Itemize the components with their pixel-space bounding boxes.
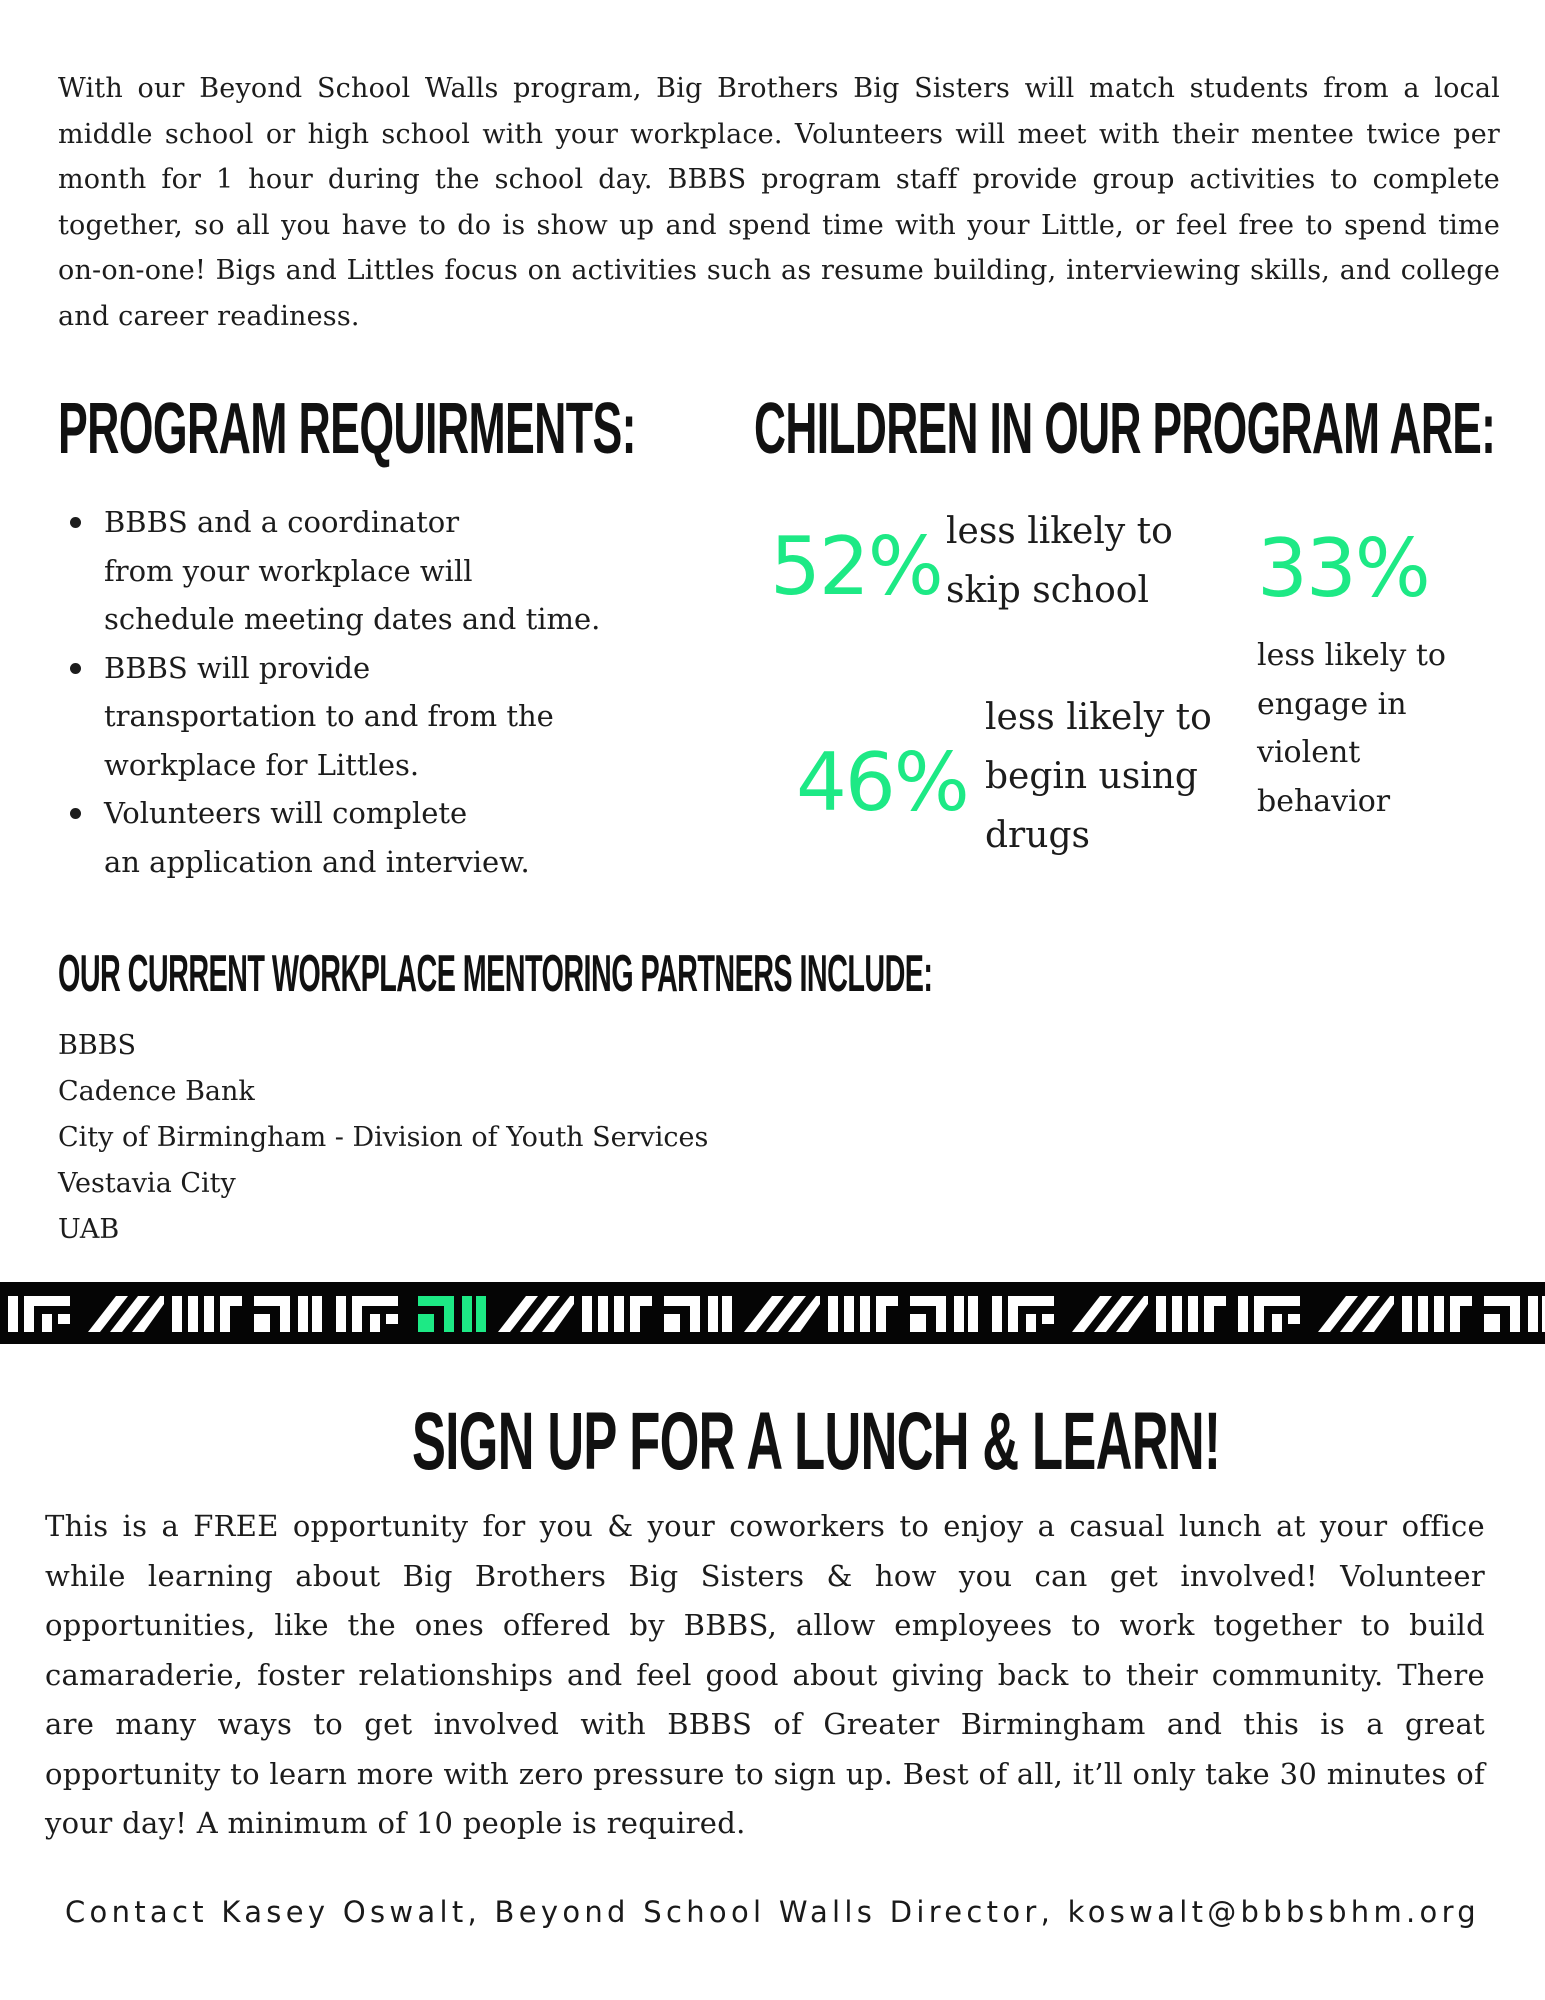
requirement-line: an application and interview. bbox=[104, 844, 530, 879]
partners-heading: OUR CURRENT WORKPLACE MENTORING PARTNERS INCLUDE: bbox=[58, 945, 933, 1003]
pattern-shape bbox=[1288, 1314, 1300, 1324]
stat-line: begin using bbox=[985, 756, 1198, 797]
partner-item: Cadence Bank bbox=[58, 1076, 255, 1107]
pattern-shape bbox=[42, 1314, 52, 1332]
requirement-item bbox=[62, 789, 662, 886]
pattern-shape bbox=[1528, 1296, 1538, 1332]
partner-item: City of Birmingham - Division of Youth Services bbox=[58, 1122, 709, 1153]
pattern-shape bbox=[1042, 1314, 1054, 1324]
pattern-shape bbox=[172, 1296, 182, 1332]
requirement-line: BBBS and a coordinator bbox=[104, 505, 460, 539]
pattern-motif bbox=[828, 1296, 898, 1332]
pattern-shape bbox=[476, 1296, 486, 1332]
requirement-item bbox=[62, 498, 662, 644]
pattern-shape bbox=[1402, 1296, 1412, 1332]
pattern-motif bbox=[992, 1296, 1054, 1332]
requirements-heading: PROGRAM REQUIRMENTS: bbox=[58, 389, 636, 469]
stat-skip-label bbox=[946, 502, 1173, 620]
contact-line: Contact Kasey Oswalt, Beyond School Walls Director, koswalt@bbbsbhm.org bbox=[64, 1895, 1481, 1929]
stat-line: drugs bbox=[985, 815, 1090, 856]
pattern-motif bbox=[1238, 1296, 1300, 1332]
pattern-motif bbox=[582, 1296, 652, 1332]
pattern-motif bbox=[744, 1296, 820, 1332]
pattern-icon bbox=[0, 1282, 1545, 1344]
lunch-heading: SIGN UP FOR A LUNCH & LEARN! bbox=[412, 1396, 1221, 1487]
pattern-shape bbox=[254, 1314, 270, 1332]
pattern-shape bbox=[582, 1296, 592, 1332]
stat-line: less likely to bbox=[1257, 638, 1446, 673]
pattern-shape bbox=[312, 1296, 322, 1332]
stat-line: engage in bbox=[1257, 686, 1407, 722]
stat-line: behavior bbox=[1257, 783, 1391, 819]
pattern-shape bbox=[664, 1314, 680, 1332]
pattern-shape bbox=[722, 1296, 732, 1332]
pattern-shape bbox=[1204, 1296, 1226, 1332]
pattern-shape bbox=[1272, 1314, 1282, 1332]
stat-drugs-label bbox=[985, 688, 1212, 865]
lunch-paragraph: This is a FREE opportunity for you & your coworkers to enjoy a casual lunch at your office while learning about Big Brothers Big Sisters & how you can get involved! Volunteer opportunities, like the ones offered by BBBS, allow employees to work together to build camaraderie, foster relationships and feel good about giving back to their community. There are many ways to get involved with BBBS of Greater Birmingham and this is a great opportunity to learn more with zero pressure to sign up. Best of all, it’ll only take 30 minutes of your day! A minimum of 10 people is required. bbox=[45, 1509, 1485, 1840]
bullet-icon bbox=[70, 517, 81, 528]
stat-line: violent bbox=[1257, 735, 1361, 770]
pattern-shape bbox=[1156, 1296, 1166, 1332]
pattern-motif bbox=[1156, 1296, 1226, 1332]
decorative-pattern-banner bbox=[0, 1282, 1545, 1344]
pattern-shape bbox=[8, 1296, 18, 1332]
stats-heading: CHILDREN IN OUR PROGRAM ARE: bbox=[754, 389, 1496, 469]
pattern-shape bbox=[1172, 1296, 1182, 1332]
pattern-shape bbox=[1418, 1296, 1428, 1332]
pattern-shape bbox=[828, 1296, 838, 1332]
requirements-list bbox=[62, 498, 662, 886]
pattern-shape bbox=[370, 1314, 380, 1332]
requirement-line: transportation to and from the bbox=[104, 699, 554, 733]
pattern-motif bbox=[336, 1296, 398, 1332]
pattern-shape bbox=[462, 1296, 472, 1332]
pattern-shape bbox=[598, 1296, 608, 1332]
bullet-icon bbox=[70, 663, 81, 674]
pattern-shape bbox=[630, 1296, 652, 1332]
pattern-shape bbox=[844, 1296, 854, 1332]
stat-violence-value: 33% bbox=[1257, 522, 1429, 615]
bullet-icon bbox=[70, 808, 81, 819]
pattern-motif bbox=[418, 1296, 486, 1332]
pattern-shape bbox=[1026, 1314, 1036, 1332]
stat-line: less likely to bbox=[946, 511, 1173, 552]
pattern-motif bbox=[88, 1296, 164, 1332]
pattern-shape bbox=[386, 1314, 398, 1324]
partners-list bbox=[58, 1023, 708, 1253]
pattern-motif bbox=[664, 1296, 732, 1332]
pattern-shape bbox=[188, 1296, 198, 1332]
pattern-shape bbox=[418, 1314, 434, 1332]
stat-violence-label bbox=[1257, 632, 1446, 826]
pattern-motif bbox=[1072, 1296, 1148, 1332]
pattern-motif bbox=[1318, 1296, 1394, 1332]
requirement-line: Volunteers will complete bbox=[104, 796, 468, 830]
pattern-shape bbox=[614, 1296, 624, 1332]
stat-line: skip school bbox=[946, 570, 1149, 611]
requirement-line: schedule meeting dates and time. bbox=[104, 602, 601, 636]
pattern-shape bbox=[1238, 1296, 1248, 1332]
stat-drugs-value: 46% bbox=[796, 736, 968, 829]
requirement-line: workplace for Littles. bbox=[104, 747, 420, 782]
stat-skip-value: 52% bbox=[770, 520, 942, 613]
pattern-shape bbox=[1434, 1296, 1444, 1332]
intro-paragraph: With our Beyond School Walls program, Big Brothers Big Sisters will match students from a local middle school or high school with your workplace. Volunteers will meet with their mentee twice per month for 1 hour during the school day. BBBS program staff provide group activities to complete together, so all you have to do is show up and spend time with your Little, or feel free to spend time on-on-one! Bigs and Littles focus on activities such as resume building, interviewing skills, and college and career readiness. bbox=[58, 73, 1500, 332]
pattern-motif bbox=[1402, 1296, 1472, 1332]
pattern-shape bbox=[860, 1296, 870, 1332]
pattern-motif bbox=[910, 1296, 978, 1332]
partner-item: BBBS bbox=[58, 1030, 137, 1061]
partner-item: Vestavia City bbox=[58, 1168, 236, 1199]
pattern-motif bbox=[498, 1296, 574, 1332]
pattern-shape bbox=[968, 1296, 978, 1332]
pattern-shape bbox=[204, 1296, 214, 1332]
pattern-shape bbox=[954, 1296, 964, 1332]
pattern-shape bbox=[298, 1296, 308, 1332]
pattern-motif bbox=[1484, 1296, 1545, 1332]
partner-item: UAB bbox=[58, 1214, 120, 1245]
pattern-shape bbox=[220, 1296, 242, 1332]
pattern-shape bbox=[1450, 1296, 1472, 1332]
pattern-motif bbox=[254, 1296, 322, 1332]
requirement-item bbox=[62, 644, 662, 790]
pattern-shape bbox=[708, 1296, 718, 1332]
pattern-shape bbox=[992, 1296, 1002, 1332]
requirement-line: BBBS will provide bbox=[104, 650, 371, 685]
pattern-shape bbox=[1484, 1314, 1500, 1332]
requirement-line: from your workplace will bbox=[104, 553, 473, 588]
pattern-shape bbox=[58, 1314, 70, 1324]
pattern-motif bbox=[172, 1296, 242, 1332]
pattern-shape bbox=[1188, 1296, 1198, 1332]
stat-line: less likely to bbox=[985, 697, 1212, 738]
pattern-shape bbox=[876, 1296, 898, 1332]
pattern-motif bbox=[8, 1296, 70, 1332]
pattern-shape bbox=[336, 1296, 346, 1332]
pattern-shape bbox=[910, 1314, 926, 1332]
